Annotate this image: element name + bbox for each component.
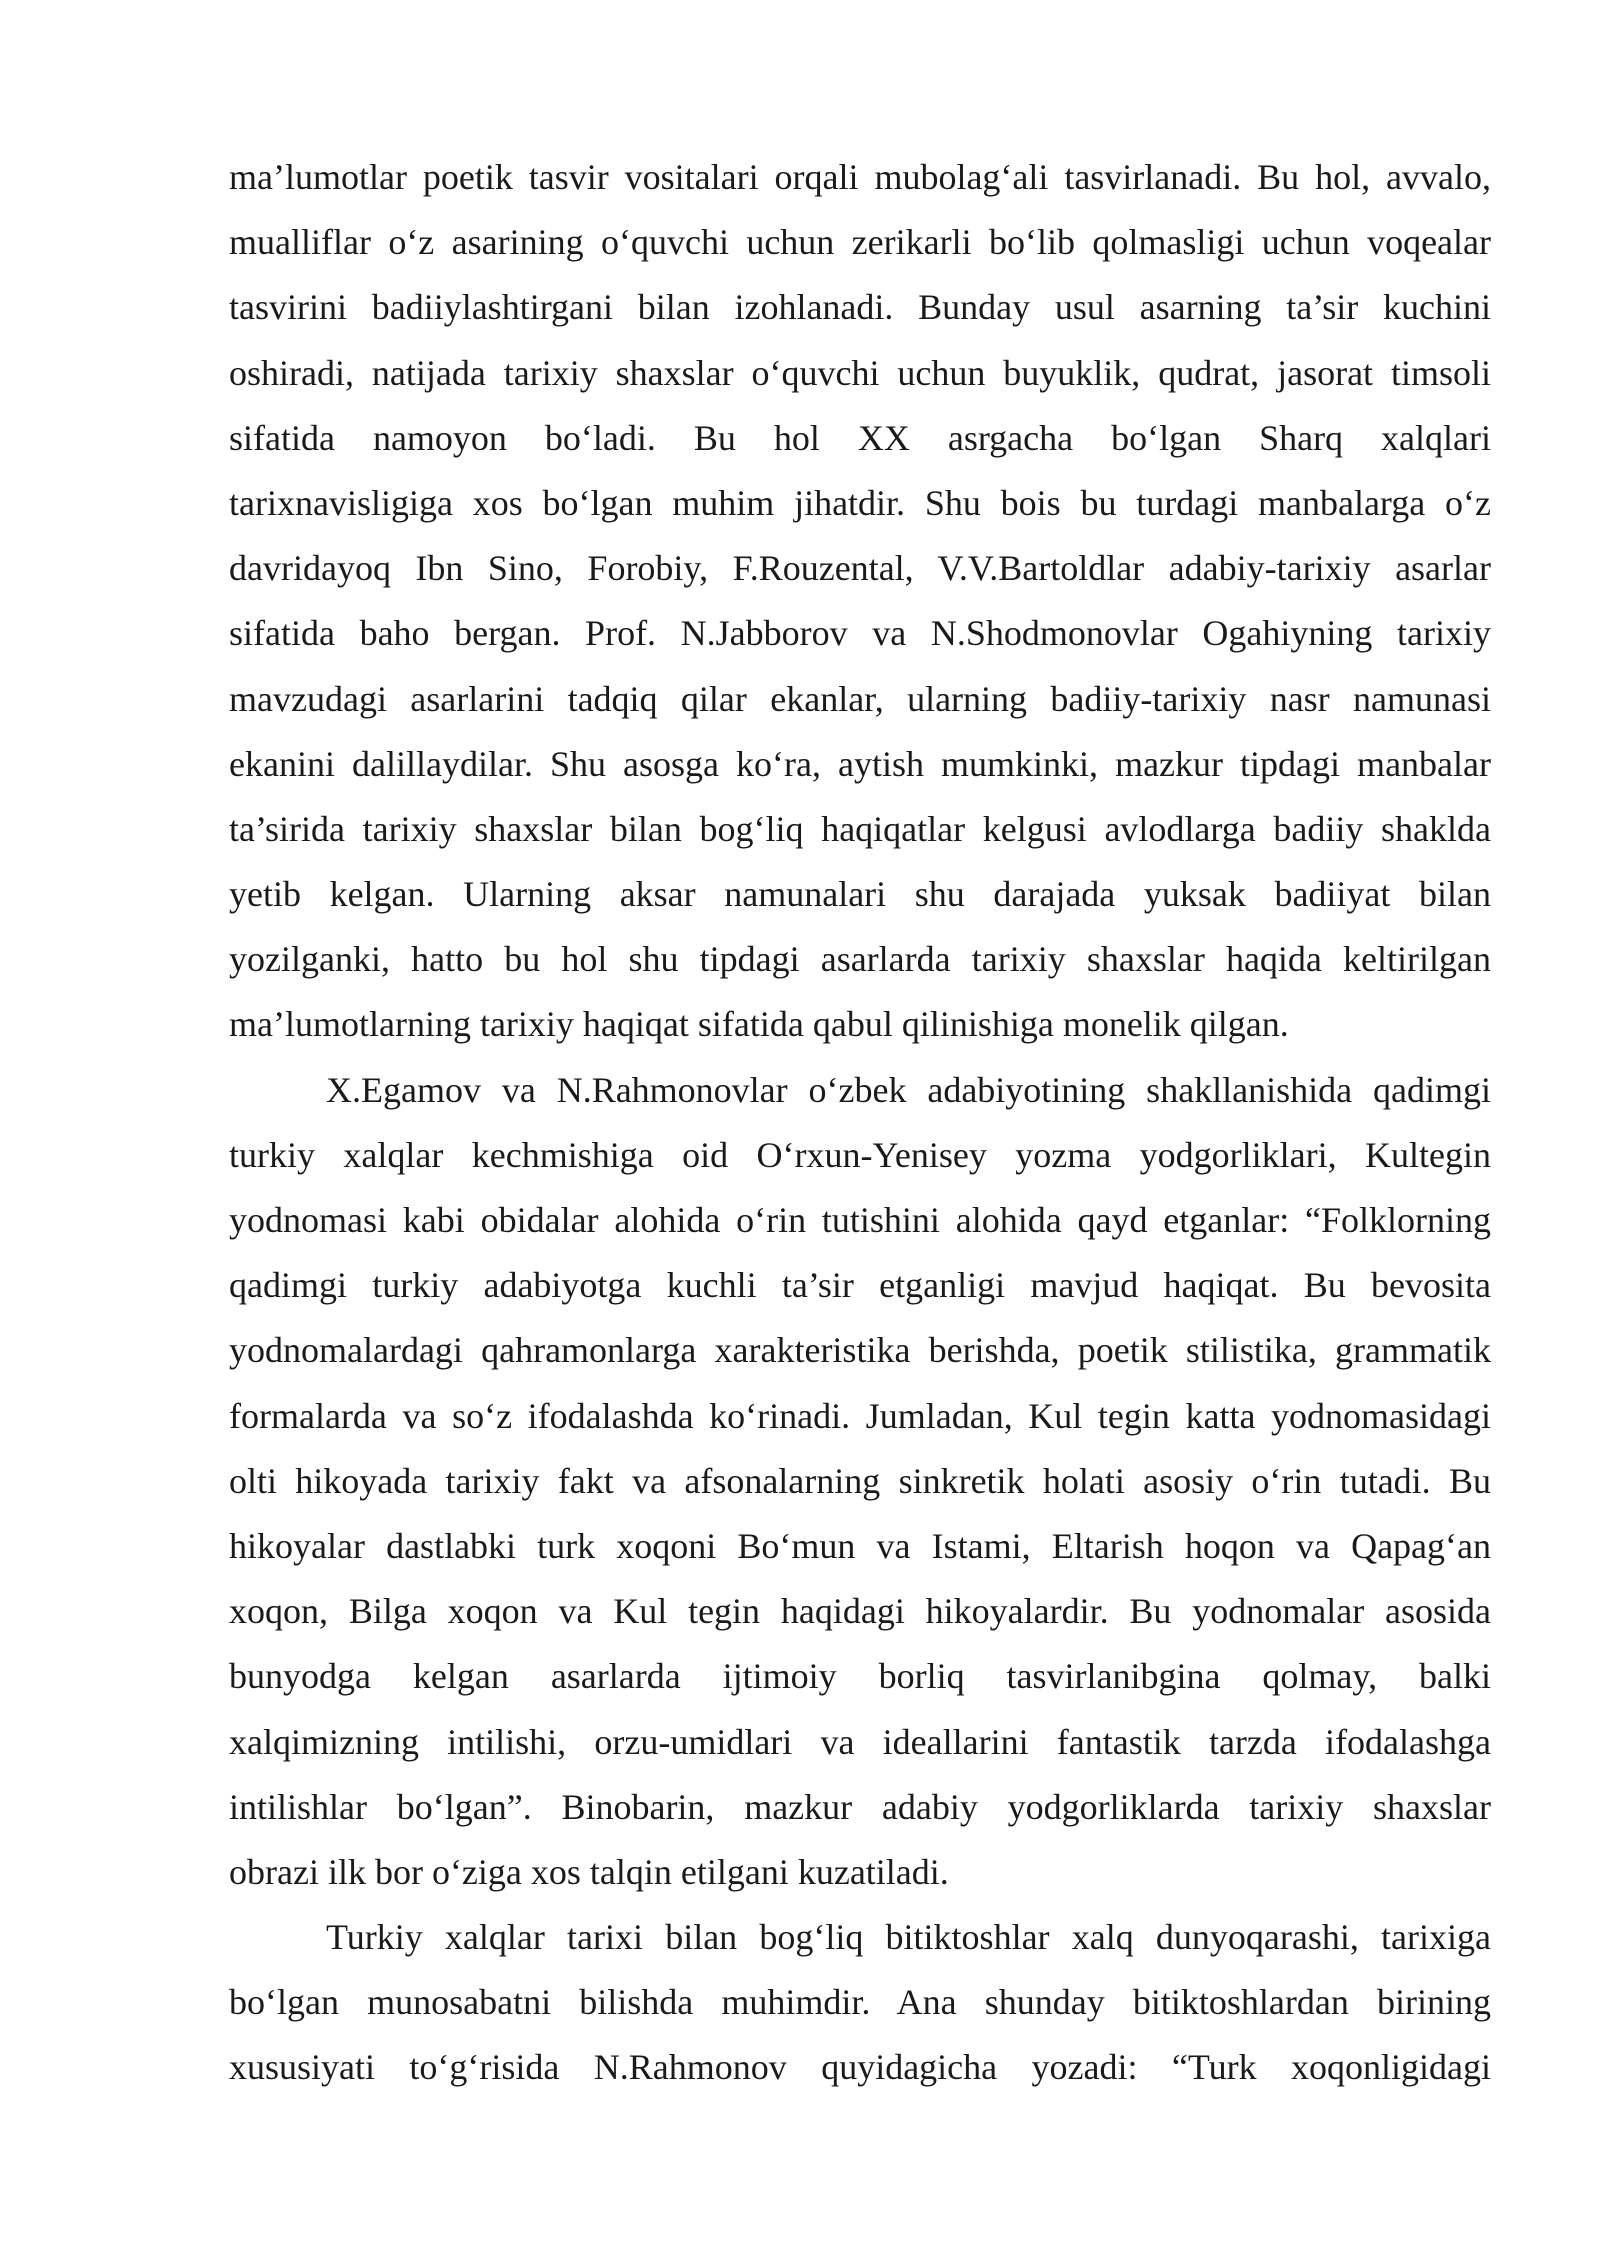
text-line: mavzudagi asarlarini tadqiq qilar ekanlar, ularning badiiy-tarixiy nasr namunasi	[229, 678, 1491, 719]
text-line: yetib kelgan. Ularning aksar namunalari shu darajada yuksak badiiyat bilan	[229, 874, 1491, 915]
text-line: qadimgi turkiy adabiyotga kuchli ta’sir etganligi mavjud haqiqat. Bu bevosita	[229, 1265, 1491, 1306]
text-line: bo‘lgan munosabatni bilishda muhimdir. Ana shunday bitiktoshlardan birining	[229, 1982, 1491, 2023]
text-line: ekanini dalillaydilar. Shu asosga ko‘ra, aytish mumkinki, mazkur tipdagi manbalar	[229, 743, 1491, 784]
text-line: ma’lumotlar poetik tasvir vositalari orqali mubolag‘ali tasvirlanadi. Bu hol, avvalo,	[229, 157, 1491, 197]
text-line: yodnomasi kabi obidalar alohida o‘rin tutishini alohida qayd etganlar: “Folklorning	[229, 1200, 1491, 1240]
text-line: sifatida baho bergan. Prof. N.Jabborov va N.Shodmonovlar Ogahiyning tarixiy	[229, 613, 1491, 654]
text-line: yozilganki, hatto bu hol shu tipdagi asarlarda tarixiy shaxslar haqida keltirilgan	[229, 939, 1491, 980]
text-line: intilishlar bo‘lgan”. Binobarin, mazkur adabiy yodgorliklarda tarixiy shaxslar	[229, 1786, 1491, 1827]
text-line: ma’lumotlarning tarixiy haqiqat sifatida qabul qilinishiga monelik qilgan.	[229, 1004, 1289, 1045]
paragraph-1	[229, 145, 1491, 1058]
paragraph-2	[229, 1058, 1491, 1905]
text-line: davridayoq Ibn Sino, Forobiy, F.Rouzental, V.V.Bartoldlar adabiy-tarixiy asarlar	[229, 548, 1491, 589]
text-line: Turkiy xalqlar tarixi bilan bog‘liq bitiktoshlar xalq dunyoqarashi, tarixiga	[326, 1917, 1491, 1958]
text-line: obrazi ilk bor o‘ziga xos talqin etilgani kuzatiladi.	[229, 1851, 949, 1892]
text-line: ta’sirida tarixiy shaxslar bilan bog‘liq haqiqatlar kelgusi avlodlarga badiiy shaklda	[229, 808, 1491, 849]
text-line: turkiy xalqlar kechmishiga oid O‘rxun-Yenisey yozma yodgorliklari, Kultegin	[229, 1134, 1491, 1175]
text-line: tarixnavisligiga xos bo‘lgan muhim jihatdir. Shu bois bu turdagi manbalarga o‘z	[229, 482, 1491, 523]
text-line: yodnomalardagi qahramonlarga xarakteristika berishda, poetik stilistika, grammatik	[229, 1330, 1491, 1371]
text-line: xalqimizning intilishi, orzu-umidlari va ideallarini fantastik tarzda ifodalashga	[229, 1721, 1491, 1762]
text-line: bunyodga kelgan asarlarda ijtimoiy borliq tasvirlanibgina qolmay, balki	[229, 1656, 1491, 1697]
paragraph-3	[229, 1905, 1491, 2101]
text-line: sifatida namoyon bo‘ladi. Bu hol XX asrgacha bo‘lgan Sharq xalqlari	[229, 417, 1491, 458]
text-line: oshiradi, natijada tarixiy shaxslar o‘quvchi uchun buyuklik, qudrat, jasorat timsoli	[229, 352, 1491, 393]
text-line: X.Egamov va N.Rahmonovlar o‘zbek adabiyotining shakllanishida qadimgi	[326, 1069, 1491, 1110]
text-line: tasvirini badiiylashtirgani bilan izohlanadi. Bunday usul asarning ta’sir kuchini	[229, 287, 1491, 328]
document-page	[229, 145, 1491, 2101]
text-line: formalarda va so‘z ifodalashda ko‘rinadi. Jumladan, Kul tegin katta yodnomasidagi	[229, 1395, 1491, 1436]
text-line: olti hikoyada tarixiy fakt va afsonalarning sinkretik holati asosiy o‘rin tutadi. Bu	[229, 1460, 1491, 1501]
text-line: xususiyati to‘g‘risida N.Rahmonov quyidagicha yozadi: “Turk xoqonligidagi	[229, 2047, 1491, 2088]
text-line: mualliflar o‘z asarining o‘quvchi uchun zerikarli bo‘lib qolmasligi uchun voqealar	[229, 222, 1491, 263]
text-line: xoqon, Bilga xoqon va Kul tegin haqidagi hikoyalardir. Bu yodnomalar asosida	[229, 1591, 1491, 1632]
text-line: hikoyalar dastlabki turk xoqoni Bo‘mun va Istami, Eltarish hoqon va Qapag‘an	[229, 1525, 1491, 1566]
